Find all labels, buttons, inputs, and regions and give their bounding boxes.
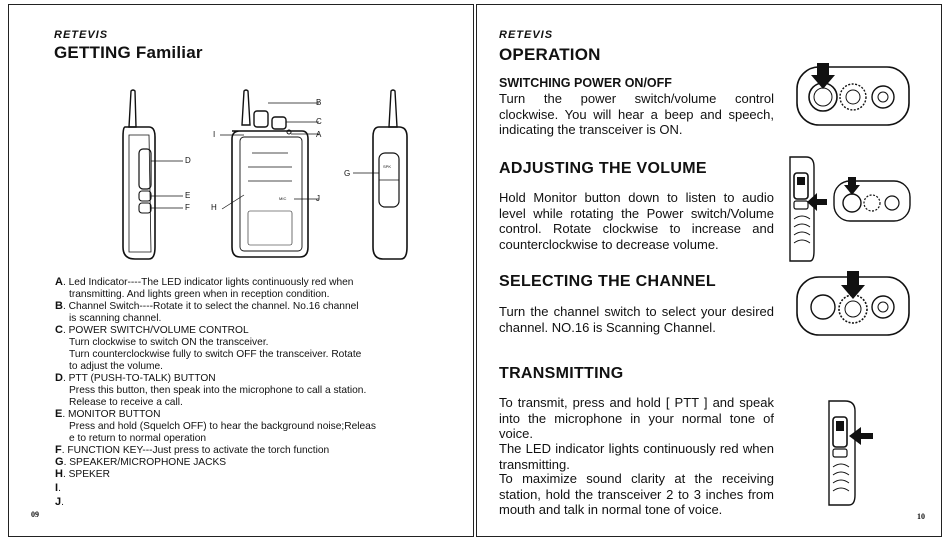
text-power: Turn the power switch/volume control clockwise. You will hear a beep and speech, indicating the transceiver is ON.	[499, 91, 774, 137]
item-c: C. POWER SWITCH/VOLUME CONTROL	[55, 324, 249, 336]
heading-volume: ADJUSTING THE VOLUME	[499, 160, 707, 177]
item-f: F. FUNCTION KEY---Just press to activate the torch function	[55, 444, 330, 456]
brand-logo: RETEVIS	[499, 29, 554, 41]
radio-top-volume-illustration	[832, 177, 912, 223]
text-transmit-3: To maximize sound clarity at the receiving station, hold the transceiver 2 to 3 inches from mouth and talk in normal tone of voice.	[499, 471, 774, 517]
radio-left-side-illustration	[109, 87, 229, 267]
text-transmit-2: The LED indicator lights continuously red when transmitting.	[499, 441, 774, 472]
brand-logo: RETEVIS	[54, 29, 109, 41]
item-e-line: e to return to normal operation	[69, 433, 207, 444]
arrow-left-icon	[807, 191, 829, 213]
right-page	[476, 4, 942, 537]
page-title: GETTING Familiar	[54, 43, 203, 62]
radio-top-power-illustration	[795, 61, 913, 131]
section-title-operation: OPERATION	[499, 45, 601, 64]
label-b: B	[316, 98, 322, 107]
item-a: A. Led Indicator----The LED indicator lights continuously red when	[55, 276, 354, 288]
label-a: A	[316, 130, 322, 139]
item-b-line: is scanning channel.	[69, 313, 162, 324]
label-c: C	[316, 117, 322, 126]
item-d-line: Press this button, then speak into the microphone to call a station.	[69, 385, 367, 396]
heading-power: SWITCHING POWER ON/OFF	[499, 76, 672, 90]
item-g: G. SPEAKER/MICROPHONE JACKS	[55, 456, 227, 468]
text-transmit-1: To transmit, press and hold [ PTT ] and speak into the microphone in your normal tone of voice.	[499, 395, 774, 441]
item-a-line: transmitting. And lights green when in reception condition.	[69, 289, 330, 300]
label-g: G	[344, 169, 351, 178]
item-c-line: Turn clockwise to switch ON the transceiver.	[69, 337, 269, 348]
arrow-left-icon	[849, 425, 873, 447]
text-channel: Turn the channel switch to select your desired channel. NO.16 is Scanning Channel.	[499, 304, 774, 335]
item-j: J.	[55, 496, 64, 508]
item-e: E. MONITOR BUTTON	[55, 408, 161, 420]
item-c-line: to adjust the volume.	[69, 361, 164, 372]
radio-side-ptt-illustration	[817, 397, 867, 509]
radio-top-channel-illustration	[795, 271, 913, 341]
mic-text: MIC	[279, 196, 287, 201]
item-d: D. PTT (PUSH-TO-TALK) BUTTON	[55, 372, 216, 384]
heading-channel: SELECTING THE CHANNEL	[499, 273, 716, 290]
radio-front-illustration	[214, 87, 344, 267]
spk-text: SPK	[383, 164, 392, 169]
label-f: F	[185, 203, 190, 212]
label-j: J	[316, 194, 320, 203]
item-i: I.	[55, 482, 61, 494]
item-e-line: Press and hold (Squelch OFF) to hear the background noise;Releas	[69, 421, 376, 432]
text-volume: Hold Monitor button down to listen to audio level while rotating the Power switch/Volume control. Rotate clockwise to increase and counterclockwise to decrease volume.	[499, 190, 774, 252]
item-b: B. Channel Switch----Rotate it to select the channel. No.16 channel	[55, 300, 359, 312]
arrow-down-icon	[841, 271, 865, 299]
label-d: D	[185, 156, 191, 165]
label-e: E	[185, 191, 191, 200]
label-i: I	[213, 130, 216, 139]
page-number-left: 09	[31, 510, 39, 519]
item-h: H. SPEKER	[55, 468, 110, 480]
radio-right-side-illustration	[339, 87, 419, 267]
left-page	[8, 4, 474, 537]
arrow-down-icon	[844, 177, 860, 195]
heading-transmitting: TRANSMITTING	[499, 365, 624, 382]
label-h: H	[211, 203, 217, 212]
item-d-line: Release to receive a call.	[69, 397, 183, 408]
page-number-right: 10	[917, 512, 925, 521]
item-c-line: Turn counterclockwise fully to switch OFF the transceiver. Rotate	[69, 349, 362, 360]
